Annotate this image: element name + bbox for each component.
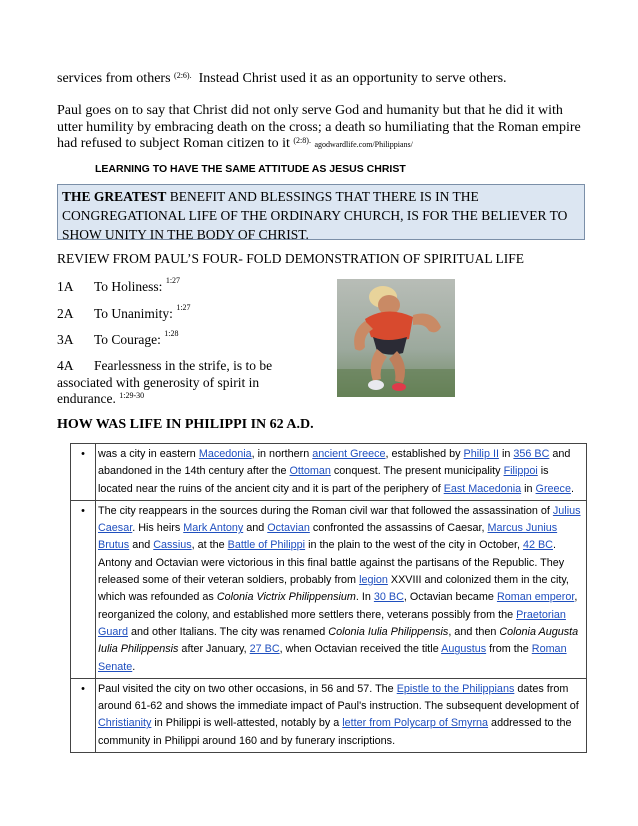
bullet: • [71, 500, 96, 678]
review-heading: REVIEW FROM PAUL’S FOUR- FOLD DEMONSTRATION OF SPIRITUAL LIFE [57, 251, 525, 266]
scripture-ref: 1:27 [176, 303, 191, 312]
row-text-segment: dates from around 61-62 and shows the immediate impact of Paul's instruction. The subsequent development of [98, 682, 579, 713]
wiki-link[interactable]: 356 BC [513, 448, 550, 460]
row-text-segment: in the plain to the west of the city in October, [305, 539, 523, 552]
wiki-link[interactable]: Roman Senate [98, 643, 567, 673]
row-text-segment: . His heirs [132, 522, 184, 535]
callout-box [57, 184, 585, 240]
wiki-link[interactable]: 27 BC [249, 643, 280, 656]
row-text-segment: , established by [385, 448, 464, 460]
row-text-segment: was a city in eastern [98, 448, 199, 460]
scripture-ref: (2:6). [174, 71, 192, 80]
point-number: 1A [57, 279, 74, 294]
wiki-link[interactable]: Roman emperor [496, 591, 575, 604]
scripture-ref: (2:8). [293, 136, 311, 145]
wiki-link[interactable]: Augustus [441, 643, 487, 656]
row-text-segment: , in northern [251, 448, 313, 460]
runner-photo [337, 279, 455, 397]
point-number: 2A [57, 306, 74, 321]
point-number: 4A [57, 358, 74, 373]
wiki-link[interactable]: Julius Caesar [98, 504, 581, 535]
callout-lead: THE GREATEST [62, 189, 167, 204]
row-text-segment: and [243, 522, 268, 535]
point-text: To Courage: [94, 332, 161, 347]
scripture-ref: 1:29-30 [119, 391, 145, 400]
point-4a [57, 358, 277, 408]
italic-term: Colonia Augusta Iulia Philippensis [98, 625, 579, 656]
wiki-link[interactable]: 42 BC [522, 539, 553, 552]
italic-term: Colonia Iulia Philippensis [328, 625, 449, 638]
row-text-segment: , at the [191, 539, 228, 552]
intro-paragraph [57, 103, 587, 154]
row-text-segment: is located near the ruins of the ancient city and it is part of the periphery of [98, 465, 549, 495]
wiki-link[interactable]: Epistle to the Philippians [396, 682, 515, 695]
row-text-segment: , Octavian became [403, 591, 497, 604]
point-text: To Holiness: [94, 279, 163, 294]
wiki-link[interactable]: Greece [535, 482, 571, 495]
wiki-link[interactable]: Christianity [98, 717, 152, 730]
row-text-segment: The city reappears in the sources during the Roman civil war that followed the assassination of [98, 504, 553, 517]
wiki-link[interactable]: letter from Polycarp of Smyrna [342, 717, 489, 730]
wiki-link[interactable]: East Macedonia [443, 482, 522, 495]
row-text-segment: addressed to the community in Philippi around 160 and by funerary inscriptions. [98, 717, 572, 747]
table-row [71, 500, 587, 678]
row-text-segment: , and then [448, 625, 500, 638]
point-text: To Unanimity: [94, 306, 173, 321]
learning-heading: LEARNING TO HAVE THE SAME ATTITUDE AS JESUS CHRIST [95, 163, 406, 175]
wiki-link[interactable]: Marcus Junius Brutus [98, 522, 558, 552]
point-3a [57, 329, 179, 348]
wiki-link[interactable]: Filippoi [503, 465, 538, 478]
wiki-link[interactable]: Cassius [153, 539, 192, 552]
row-text-segment: conquest. The present municipality [330, 465, 504, 478]
intro-line [57, 70, 587, 88]
wiki-link[interactable]: Octavian [267, 522, 310, 535]
wiki-link[interactable]: 30 BC [373, 591, 404, 604]
row-text-segment: Paul visited the city on two other occasions, in 56 and 57. The [98, 682, 397, 695]
intro-line-text: services from others [57, 71, 171, 86]
point-2a [57, 303, 191, 322]
wiki-link[interactable]: Battle of Philippi [227, 539, 306, 552]
row-text-segment: . [132, 660, 136, 673]
table-row [71, 444, 587, 501]
point-text: Fearlessness in the strife, is to be associated with generosity of spirit in endurance. [57, 358, 273, 406]
row-text [96, 444, 587, 501]
row-text-segment: in [498, 448, 514, 460]
scripture-ref: 1:27 [165, 276, 181, 285]
point-1a [57, 276, 181, 295]
wiki-link[interactable]: Philip II [463, 448, 499, 460]
row-text-segment: after January, [178, 643, 250, 656]
bullet: • [71, 678, 96, 752]
row-text-segment: , reorganized the colony, and established more settlers there, veterans possibly from the [98, 591, 578, 621]
wiki-link[interactable]: Praetorian Guard [98, 608, 566, 638]
row-text [96, 500, 587, 678]
row-text-segment: , when Octavian received the title [279, 643, 442, 656]
wiki-link[interactable]: legion [359, 574, 388, 587]
bullet: • [71, 444, 96, 501]
italic-term: Colonia Victrix Philippensium [216, 591, 356, 604]
runner-image-icon [337, 279, 455, 397]
row-text-segment: and abandoned in the 14th century after the [98, 448, 571, 478]
philippi-table [70, 443, 587, 753]
row-text-segment: from the [486, 643, 532, 656]
wiki-link[interactable]: ancient Greece [312, 448, 386, 460]
callout-text: BENEFIT AND BLESSINGS THAT THERE IS IN THE CONGREGATIONAL LIFE OF THE ORDINARY CHURCH, IS FOR THE BELIEVER TO SHOW UNITY IN THE BODY OF CHRIST. [62, 189, 568, 242]
row-text-segment: . Antony and Octavian were victorious in this final battle against the partisans of the Republic. They released some of their veteran soldiers, probably from [98, 539, 565, 587]
philippi-heading: HOW WAS LIFE IN PHILIPPI IN 62 A.D. [57, 417, 314, 432]
wiki-link[interactable]: Macedonia [198, 448, 252, 460]
row-text-segment: . In [355, 591, 374, 604]
row-text-segment: in [521, 482, 536, 495]
point-number: 3A [57, 332, 74, 347]
row-text-segment: confronted the assassins of Caesar, [309, 522, 488, 535]
intro-line-tail: Instead Christ used it as an opportunity to serve others. [198, 71, 507, 86]
source-url: agodwardlife.com/Philippians/ [314, 140, 413, 149]
table-row [71, 678, 587, 752]
wiki-link[interactable]: Ottoman [289, 465, 331, 478]
scripture-ref: 1:28 [164, 329, 179, 338]
row-text-segment: and other Italians. The city was renamed [128, 625, 329, 638]
row-text-segment: . [570, 482, 574, 495]
row-text-segment: and [129, 539, 154, 552]
intro-paragraph-text: Paul goes on to say that Christ did not only serve God and humanity but that he did it with utter humility by embracing death on the cross; a death so humiliating that the Roman empire had refused to subject Roman citizen to it [57, 103, 581, 151]
row-text-segment: in Philippi is well-attested, notably by a [151, 717, 343, 730]
wiki-link[interactable]: Mark Antony [183, 522, 244, 535]
row-text [96, 678, 587, 752]
row-text-segment: XXVIII and colonized them in the city, which was refounded as [98, 574, 569, 604]
